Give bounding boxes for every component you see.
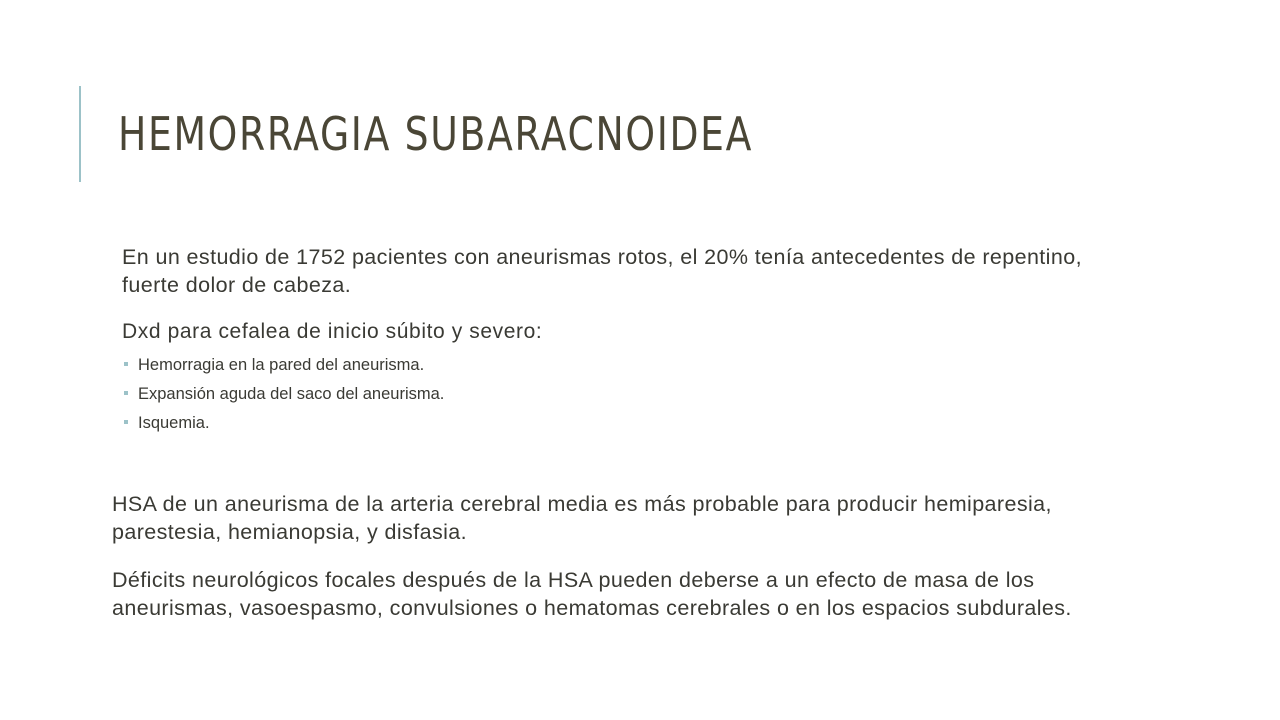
list-item-text: Isquemia. — [138, 414, 210, 432]
slide-title: HEMORRAGIA SUBARACNOIDEA — [118, 107, 754, 161]
paragraph-hsa: HSA de un aneurisma de la arteria cerebral media es más probable para producir hemiparesia, parestesia, hemianopsia, y disfasia. — [112, 492, 1052, 544]
list-item-text: Expansión aguda del saco del aneurisma. — [138, 385, 445, 403]
list-item-text: Hemorragia en la pared del aneurisma. — [138, 356, 425, 374]
square-bullet-icon — [124, 420, 128, 424]
list-item — [124, 413, 444, 442]
paragraph-differential: Dxd para cefalea de inicio súbito y severo: — [122, 320, 543, 343]
differential-list — [124, 355, 444, 442]
list-item — [124, 384, 444, 413]
square-bullet-icon — [124, 362, 128, 366]
title-accent-line — [79, 86, 81, 182]
paragraph-deficits: Déficits neurológicos focales después de la HSA pueden deberse a un efecto de masa de los aneurismas, vasoespasmo, convulsiones o hematomas cerebrales o en los espacios subdurales. — [112, 568, 1072, 620]
list-item — [124, 355, 444, 384]
paragraph-study: En un estudio de 1752 pacientes con aneurismas rotos, el 20% tenía antecedentes de repentino, fuerte dolor de cabeza. — [122, 245, 1082, 297]
square-bullet-icon — [124, 391, 128, 395]
